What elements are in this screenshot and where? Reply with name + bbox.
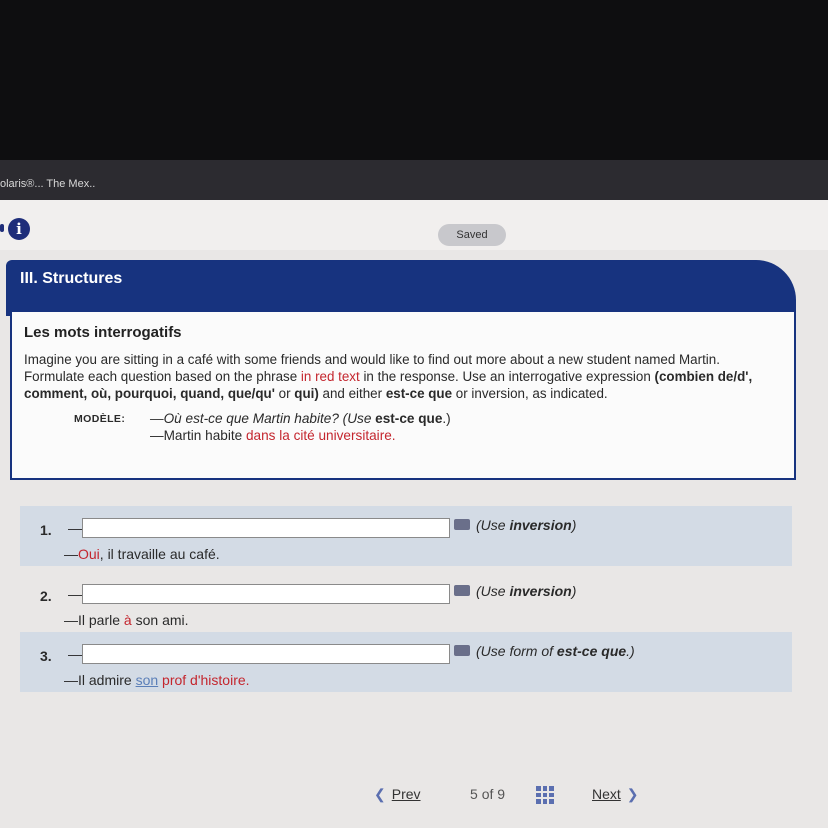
page-of-label: of xyxy=(481,786,494,802)
prev-label: Prev xyxy=(391,786,421,802)
model-answer-text: —Martin habite xyxy=(150,428,246,443)
model-question-bold: est-ce que xyxy=(375,411,443,426)
chevron-right-icon: ❯ xyxy=(626,786,639,802)
back-arrow-icon[interactable] xyxy=(0,224,4,232)
pagination-footer xyxy=(0,772,828,828)
browser-tab[interactable]: olaris®... The Mex.. xyxy=(0,178,96,190)
info-icon[interactable]: i xyxy=(8,218,30,240)
model-lines xyxy=(150,410,451,444)
next-label: Next xyxy=(592,786,621,802)
response-link[interactable]: son xyxy=(135,672,159,688)
est-ce-que-term: est-ce que xyxy=(385,386,453,401)
question-response xyxy=(64,612,189,628)
hint-text: (Use form of xyxy=(476,643,557,659)
response-text: , il travaille au café. xyxy=(99,546,220,562)
model-question-end: .) xyxy=(442,411,451,426)
page-indicator xyxy=(470,786,505,802)
response-text: son ami. xyxy=(131,612,189,628)
answer-input-2[interactable] xyxy=(82,584,450,604)
total-pages: 9 xyxy=(497,786,506,802)
hint-text: (Use xyxy=(476,583,510,599)
question-dash: — xyxy=(68,586,82,602)
instructions-text xyxy=(24,351,782,402)
response-text: —Il admire xyxy=(64,672,136,688)
instructions-text-part: and either xyxy=(318,386,386,401)
question-response xyxy=(64,546,220,562)
interrogatives-list-end: qui) xyxy=(290,386,319,401)
question-hint xyxy=(476,583,576,599)
model-label: MODÈLE: xyxy=(74,413,126,425)
section-title: III. Structures xyxy=(6,260,796,316)
instructions-heading: Les mots interrogatifs xyxy=(24,324,182,341)
assignment-toolbar xyxy=(0,200,828,250)
question-response xyxy=(64,672,250,688)
model-question-text: —Où est-ce que Martin habite? (Use xyxy=(150,411,376,426)
question-2 xyxy=(20,572,792,632)
hint-end: .) xyxy=(626,643,635,659)
current-page: 5 xyxy=(470,786,478,802)
question-number: 3. xyxy=(40,648,52,664)
model-question xyxy=(150,410,451,427)
interrogatives-list: (combien de/d', comment, où, pourquoi, quand, que/qu' xyxy=(24,369,753,401)
question-dash: — xyxy=(68,646,82,662)
hint-bold: inversion xyxy=(509,517,572,533)
keyboard-icon[interactable] xyxy=(454,519,470,530)
prev-button[interactable] xyxy=(374,786,421,803)
answer-input-1[interactable] xyxy=(82,518,450,538)
question-dash: — xyxy=(68,520,82,536)
keyboard-icon[interactable] xyxy=(454,585,470,596)
hint-bold: inversion xyxy=(509,583,572,599)
instructions-text-part: Imagine you are sitting in a café with some friends and would like to find out more about a new student named Martin. Formulate each question based on the phrase xyxy=(24,352,720,384)
grid-icon[interactable] xyxy=(536,786,554,804)
answer-input-3[interactable] xyxy=(82,644,450,664)
browser-tab-bar xyxy=(0,160,828,200)
response-dash: — xyxy=(64,546,78,562)
hint-text: (Use xyxy=(476,517,510,533)
model-answer xyxy=(150,427,451,444)
instructions-text-part: or inversion, as indicated. xyxy=(452,386,608,401)
response-red: Oui xyxy=(78,546,100,562)
next-button[interactable] xyxy=(592,786,639,803)
instructions-text-part: or xyxy=(278,386,291,401)
question-hint xyxy=(476,643,635,659)
instructions-text-part: in the response. Use an interrogative expression xyxy=(359,369,655,384)
instructions-red-text: in red text xyxy=(300,369,360,384)
response-text: —Il parle xyxy=(64,612,124,628)
question-1 xyxy=(20,506,792,566)
question-number: 2. xyxy=(40,588,52,604)
saved-status-badge: Saved xyxy=(438,224,506,246)
hint-end: ) xyxy=(571,583,577,599)
hint-bold: est-ce que xyxy=(556,643,627,659)
chevron-left-icon: ❮ xyxy=(374,786,386,802)
question-3 xyxy=(20,632,792,692)
app-screen xyxy=(0,160,828,828)
instructions-panel xyxy=(10,312,796,480)
question-hint xyxy=(476,517,576,533)
model-example xyxy=(74,410,782,444)
response-red: prof d'histoire. xyxy=(158,672,250,688)
hint-end: ) xyxy=(571,517,577,533)
model-answer-red: dans la cité universitaire. xyxy=(245,428,396,443)
response-red: à xyxy=(123,612,132,628)
keyboard-icon[interactable] xyxy=(454,645,470,656)
question-number: 1. xyxy=(40,522,52,538)
